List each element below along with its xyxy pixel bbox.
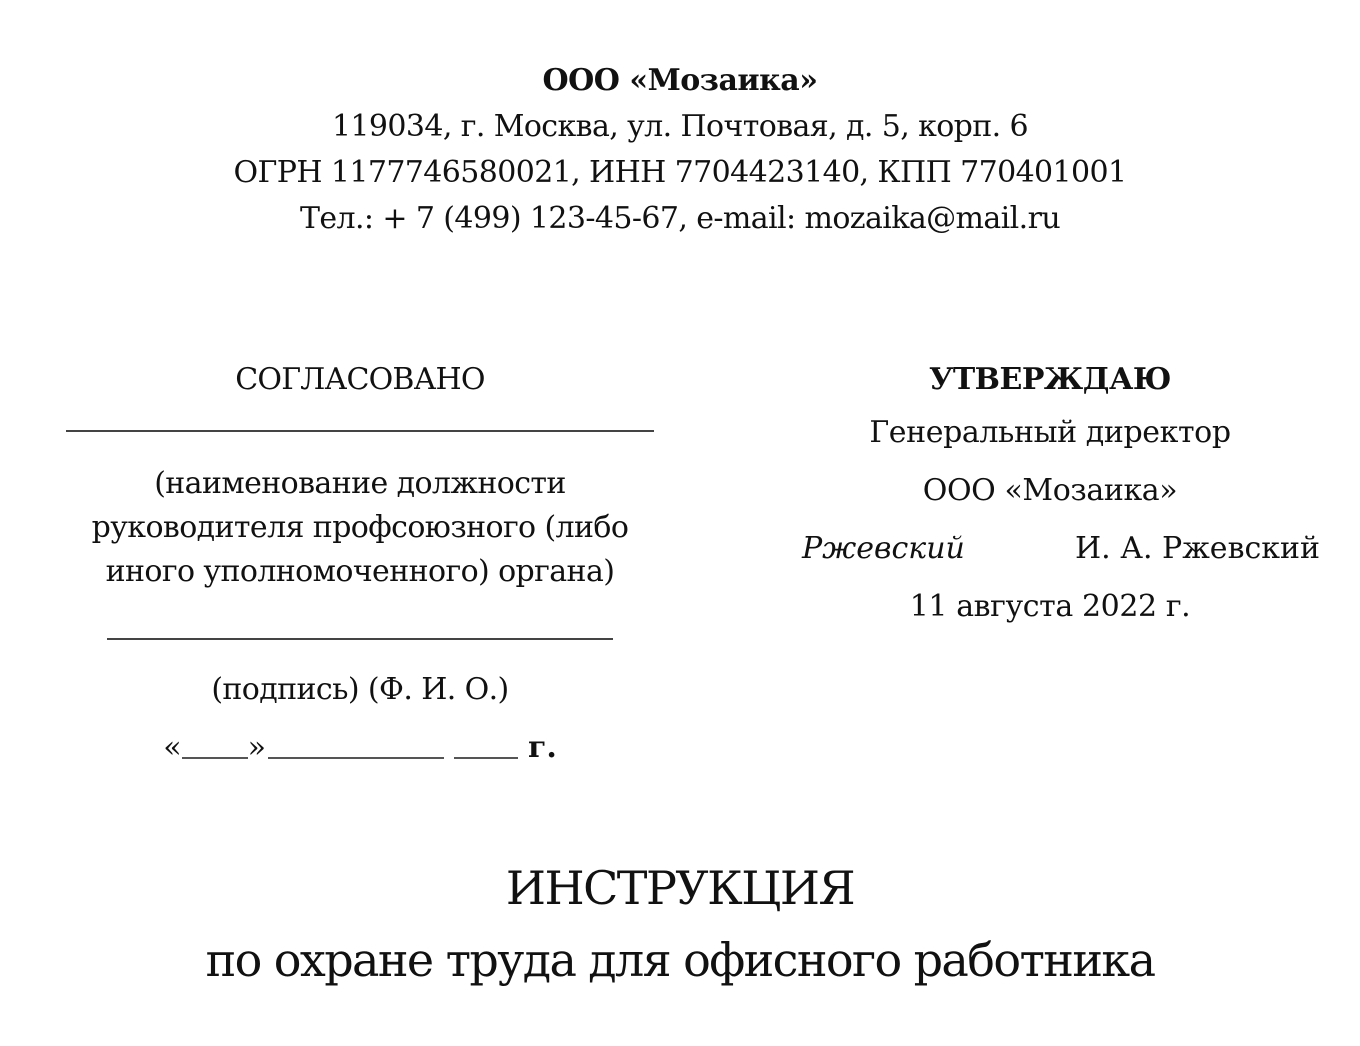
approval-date: 11 августа 2022 г.: [909, 589, 1191, 624]
document-title: ИНСТРУКЦИЯ: [505, 861, 855, 915]
document-title-block: [0, 856, 1360, 992]
company-registration: ОГРН 1177746580021, ИНН 7704423140, КПП 770401001: [233, 155, 1127, 190]
company-letterhead: [0, 58, 1360, 242]
year-blank: [454, 731, 518, 759]
month-blank: [268, 731, 444, 759]
year-suffix: г.: [527, 730, 557, 765]
day-blank: [182, 731, 248, 759]
company-address: 119034, г. Москва, ул. Почтовая, д. 5, корп. 6: [331, 109, 1029, 144]
approver-name: И. А. Ржевский: [1075, 531, 1320, 566]
company-contacts: Тел.: + 7 (499) 123-45-67, e-mail: mozaika@mail.ru: [299, 201, 1061, 236]
signature-caption: (подпись) (Ф. И. О.): [211, 672, 509, 707]
agreed-block: [60, 356, 660, 770]
date-blank: [60, 726, 660, 770]
signature-blank-line: [107, 638, 613, 640]
position-caption: [60, 462, 660, 594]
agreed-label: СОГЛАСОВАНО: [235, 362, 485, 397]
position-blank-line: [66, 430, 654, 432]
approver-signature: Ржевский: [802, 531, 965, 566]
approver-signature-row: [780, 520, 1320, 578]
position-caption-line: иного уполномоченного) органа): [105, 554, 615, 589]
company-name: ООО «Мозаика»: [542, 63, 818, 98]
approved-label: УТВЕРЖДАЮ: [928, 362, 1172, 397]
date-close-quote: »: [247, 730, 266, 765]
position-caption-line: (наименование должности: [154, 466, 566, 501]
date-open-quote: «: [163, 730, 182, 765]
approver-organization: ООО «Мозаика»: [922, 473, 1178, 508]
approved-block: [780, 356, 1320, 636]
approver-position: Генеральный директор: [869, 415, 1231, 450]
position-caption-line: руководителя профсоюзного (либо: [91, 510, 629, 545]
document-subtitle: по охране труда для офисного работника: [205, 933, 1155, 987]
